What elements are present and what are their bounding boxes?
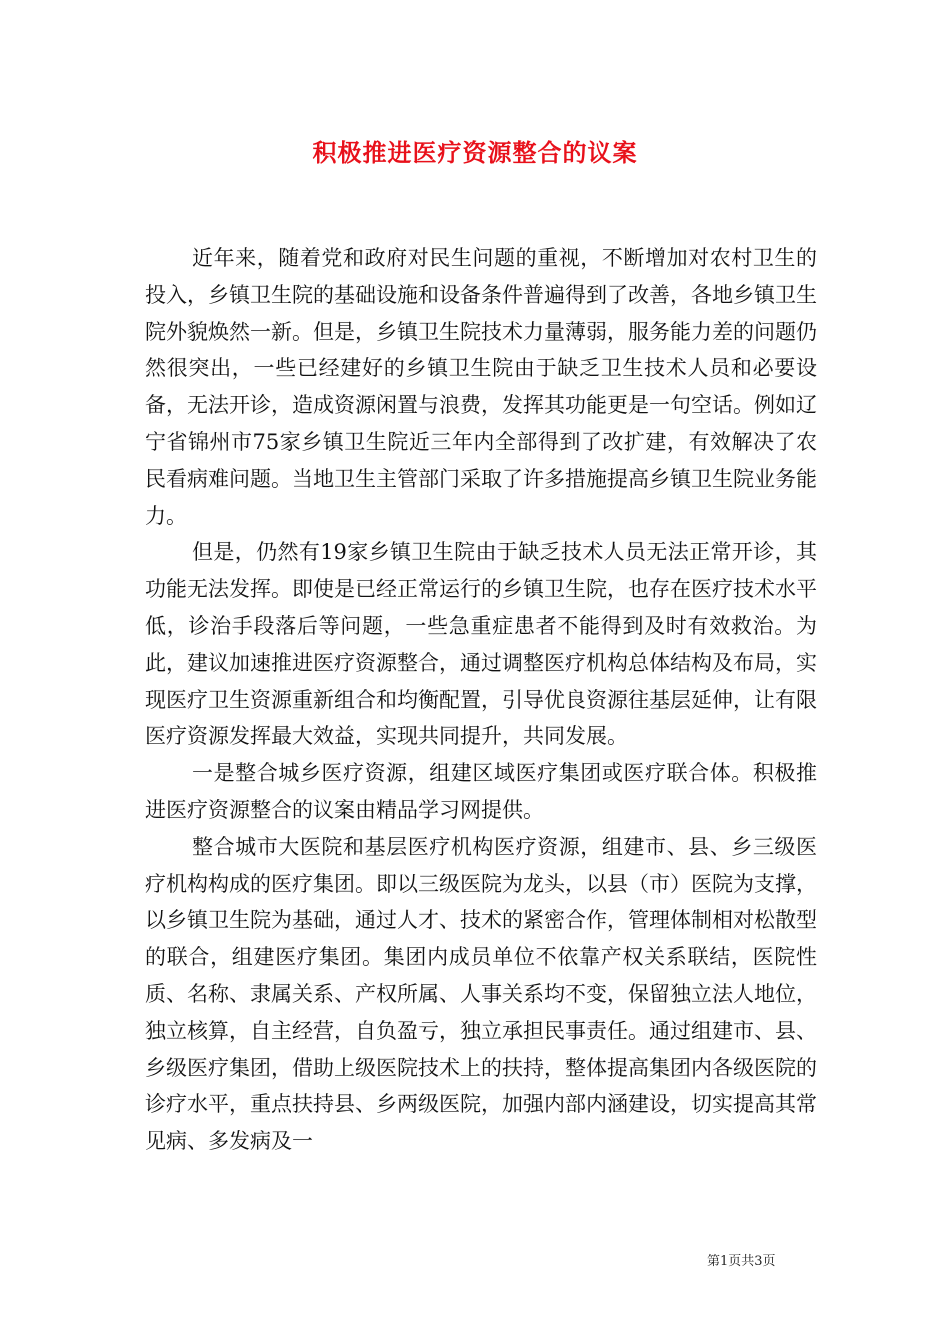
paragraph-1: 近年来，随着党和政府对民生问题的重视，不断增加对农村卫生的投入，乡镇卫生院的基础设施和设备条件普遍得到了改善，各地乡镇卫生院外貌焕然一新。但是，乡镇卫生院技术力量薄弱，服务能力差的问题仍然很突出，一些已经建好的乡镇卫生院由于缺乏卫生技术人员和必要设备，无法开诊，造成资源闲置与浪费，发挥其功能更是一句空话。例如辽宁省锦州市75家乡镇卫生院近三年内全部得到了改扩建，有效解决了农民看病难问题。当地卫生主管部门采取了许多措施提高乡镇卫生院业务能力。 <box>145 246 817 528</box>
page-number: 第1页共3页 <box>707 1254 776 1269</box>
paragraph-4: 整合城市大医院和基层医疗机构医疗资源，组建市、县、乡三级医疗机构构成的医疗集团。即以三级医院为龙头，以县（市）医院为支撑，以乡镇卫生院为基础，通过人才、技术的紧密合作，管理体制相对松散型的联合，组建医疗集团。集团内成员单位不依靠产权关系联结，医院性质、名称、隶属关系、产权所属、人事关系均不变，保留独立法人地位，独立核算，自主经营，自负盈亏，独立承担民事责任。通过组建市、县、乡级医疗集团，借助上级医院技术上的扶持，整体提高集团内各级医院的诊疗水平，重点扶持县、乡两级医院，加强内部内涵建设，切实提高其常见病、多发病及一 <box>145 834 817 1154</box>
document-body <box>145 240 817 1160</box>
paragraph-3: 一是整合城乡医疗资源，组建区域医疗集团或医疗联合体。积极推进医疗资源整合的议案由精品学习网提供。 <box>145 761 817 822</box>
document-title: 积极推进医疗资源整合的议案 <box>312 138 638 167</box>
paragraph-2: 但是，仍然有19家乡镇卫生院由于缺乏技术人员无法正常开诊，其功能无法发挥。即使是已经正常运行的乡镇卫生院，也存在医疗技术水平低，诊治手段落后等问题，一些急重症患者不能得到及时有效救治。为此，建议加速推进医疗资源整合，通过调整医疗机构总体结构及布局，实现医疗卫生资源重新组合和均衡配置，引导优良资源往基层延伸，让有限医疗资源发挥最大效益，实现共同提升，共同发展。 <box>145 540 817 749</box>
